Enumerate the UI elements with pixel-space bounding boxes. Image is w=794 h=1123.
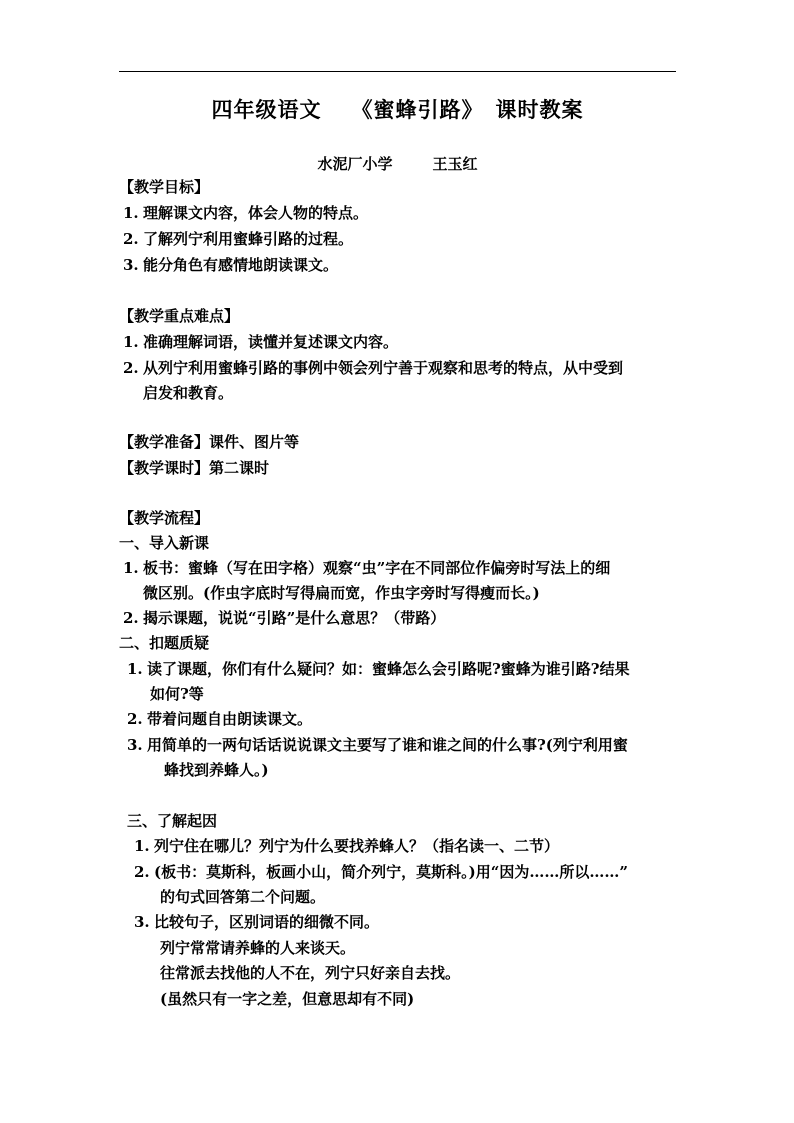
list-item: 3. 比较句子，区别词语的细微不同。 xyxy=(134,913,380,931)
example-sentence: 往常派去找他的人不在，列宁只好亲自去找。 xyxy=(160,964,461,982)
title-type: 课时教案 xyxy=(495,97,584,122)
list-item: 1. 读了课题，你们有什么疑问？如：蜜蜂怎么会引路呢?蜜蜂为谁引路?结果 xyxy=(127,660,630,678)
list-item-continuation: 蜂找到养蜂人。) xyxy=(164,761,269,779)
list-item: 2. (板书：莫斯科，板画小山，简介列宁，莫斯科。)用“因为……所以……” xyxy=(134,863,628,881)
author-name: 王玉红 xyxy=(432,155,478,173)
list-item: 1. 理解课文内容，体会人物的特点。 xyxy=(123,204,369,222)
list-item: 2. 了解列宁利用蜜蜂引路的过程。 xyxy=(123,230,354,248)
list-item: 1. 准确理解词语，读懂并复述课文内容。 xyxy=(123,333,399,351)
list-item: 2. 揭示课题，说说“引路”是什么意思？（带路） xyxy=(123,609,446,627)
list-item-continuation: 微区别。(作虫字底时写得扁而宽，作虫字旁时写得瘦而长。) xyxy=(143,584,540,602)
title-subject: 四年级语文 xyxy=(211,97,322,122)
document-title xyxy=(119,94,676,124)
list-item: 3. 能分角色有感情地朗读课文。 xyxy=(123,256,339,274)
process-heading: 【教学流程】 xyxy=(119,509,210,527)
period-line: 【教学课时】第二课时 xyxy=(119,459,270,477)
list-item-continuation: 如何?等 xyxy=(150,685,204,703)
list-item-continuation: 启发和教育。 xyxy=(143,384,234,402)
section-heading: 一、导入新课 xyxy=(119,534,210,552)
list-item: 2. 从列宁利用蜜蜂引路的事例中领会列宁善于观察和思考的特点，从中受到 xyxy=(123,359,624,377)
example-sentence: 列宁常常请养蜂的人来谈天。 xyxy=(160,939,356,957)
list-item: 3. 用简单的一两句话话说说课文主要写了谁和谁之间的什么事?(列宁利用蜜 xyxy=(127,736,628,754)
header-rule xyxy=(119,71,676,72)
objectives-heading: 【教学目标】 xyxy=(119,178,210,196)
example-note: (虽然只有一字之差，但意思却有不同) xyxy=(160,990,415,1008)
author-school: 水泥厂小学 xyxy=(317,155,393,173)
preparation-line: 【教学准备】课件、图片等 xyxy=(119,433,300,451)
key-points-heading: 【教学重点难点】 xyxy=(119,307,240,325)
list-item: 1. 板书：蜜蜂（写在田字格）观察“虫”字在不同部位作偏旁时写法上的细 xyxy=(123,559,611,577)
section-heading: 三、了解起因 xyxy=(127,812,218,830)
list-item: 2. 带着问题自由朗读课文。 xyxy=(127,710,313,728)
title-lesson: 《蜜蜂引路》 xyxy=(351,97,484,122)
section-heading: 二、扣题质疑 xyxy=(119,634,210,652)
author-line xyxy=(119,153,676,174)
list-item: 1. 列宁住在哪儿？列宁为什么要找养蜂人？（指名读一、二节） xyxy=(134,837,560,855)
list-item-continuation: 的句式回答第二个问题。 xyxy=(160,888,326,906)
